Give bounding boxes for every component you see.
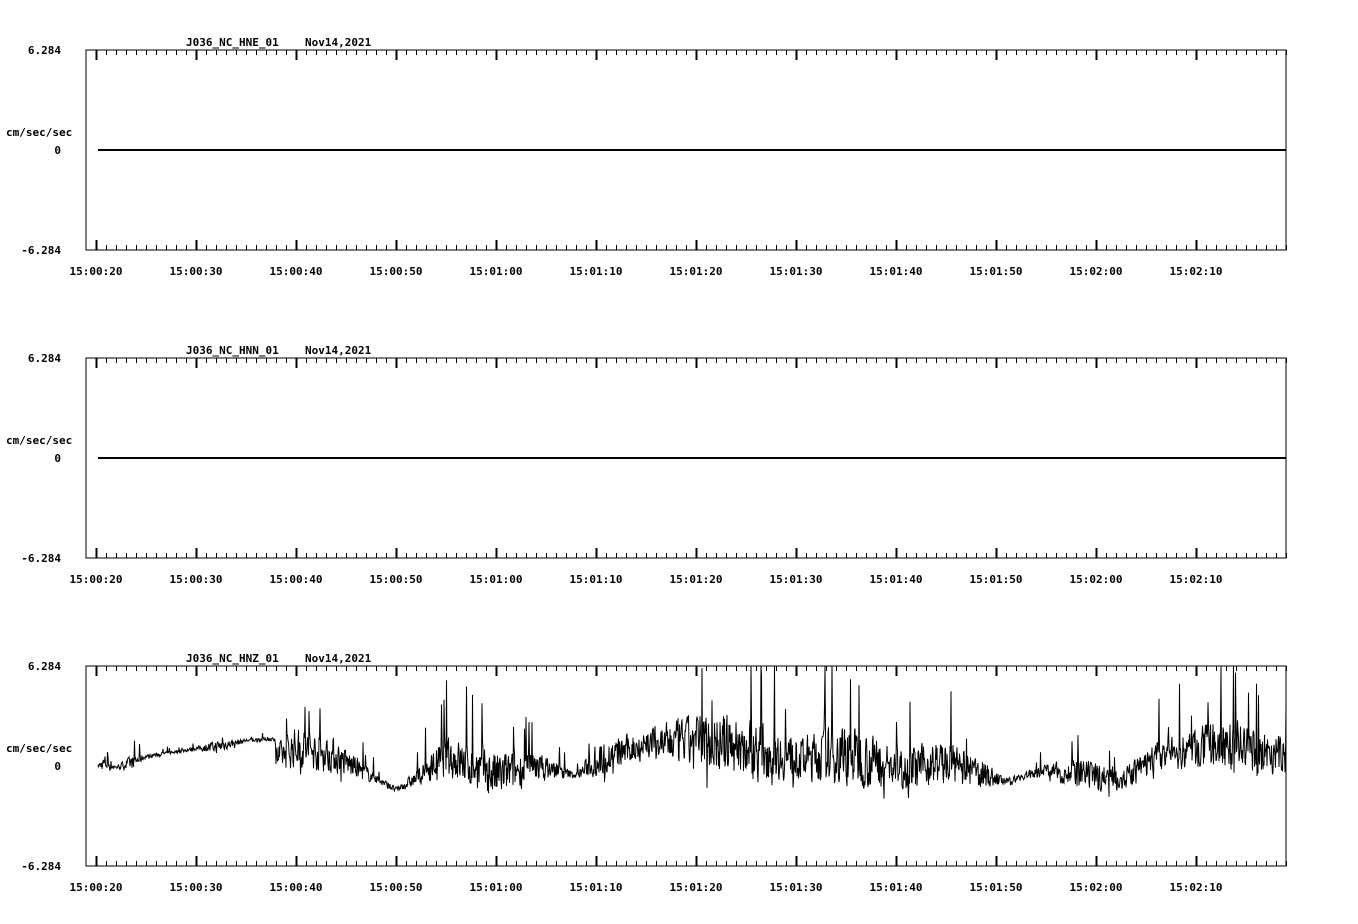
x-tick-label: 15:00:50: [369, 881, 423, 894]
y-tick-label: 0: [54, 452, 61, 465]
x-tick-label: 15:00:40: [269, 573, 323, 586]
chart-date: Nov14,2021: [305, 344, 372, 357]
chart-title: J036_NC_HNZ_01: [186, 652, 279, 665]
x-tick-label: 15:00:30: [169, 881, 223, 894]
y-tick-label: 6.284: [27, 352, 61, 365]
y-tick-label: -6.284: [21, 860, 61, 873]
y-axis-label: cm/sec/sec: [6, 434, 73, 447]
y-axis-label: cm/sec/sec: [6, 126, 73, 139]
x-tick-label: 15:00:20: [69, 881, 123, 894]
x-tick-label: 15:01:10: [569, 265, 623, 278]
x-tick-label: 15:01:50: [969, 573, 1023, 586]
x-tick-label: 15:01:20: [669, 881, 723, 894]
x-tick-label: 15:01:30: [769, 265, 823, 278]
x-tick-label: 15:01:30: [769, 881, 823, 894]
x-tick-label: 15:00:40: [269, 265, 323, 278]
y-tick-label: 0: [54, 144, 61, 157]
x-tick-label: 15:00:20: [69, 265, 123, 278]
x-tick-label: 15:01:20: [669, 265, 723, 278]
x-tick-label: 15:01:40: [869, 265, 923, 278]
y-tick-label: 0: [54, 760, 61, 773]
x-tick-label: 15:02:10: [1169, 881, 1223, 894]
x-tick-label: 15:01:40: [869, 881, 923, 894]
x-tick-label: 15:01:50: [969, 881, 1023, 894]
chart-panel-2: [6, 344, 1287, 586]
x-tick-label: 15:02:00: [1069, 573, 1123, 586]
x-tick-label: 15:01:10: [569, 573, 623, 586]
x-tick-label: 15:02:00: [1069, 881, 1123, 894]
x-tick-label: 15:00:20: [69, 573, 123, 586]
x-tick-label: 15:01:30: [769, 573, 823, 586]
x-tick-label: 15:01:20: [669, 573, 723, 586]
chart-panel-3: [6, 652, 1287, 894]
x-tick-label: 15:01:10: [569, 881, 623, 894]
y-axis-label: cm/sec/sec: [6, 742, 73, 755]
x-tick-label: 15:00:50: [369, 573, 423, 586]
x-tick-label: 15:00:30: [169, 265, 223, 278]
y-tick-label: -6.284: [21, 552, 61, 565]
x-tick-label: 15:02:00: [1069, 265, 1123, 278]
x-tick-label: 15:01:00: [469, 881, 523, 894]
x-tick-label: 15:00:30: [169, 573, 223, 586]
chart-panel-1: [6, 36, 1287, 278]
y-tick-label: -6.284: [21, 244, 61, 257]
chart-date: Nov14,2021: [305, 652, 372, 665]
x-tick-label: 15:00:50: [369, 265, 423, 278]
chart-title: J036_NC_HNE_01: [186, 36, 279, 49]
x-tick-label: 15:01:00: [469, 265, 523, 278]
x-tick-label: 15:02:10: [1169, 265, 1223, 278]
x-tick-label: 15:01:00: [469, 573, 523, 586]
series-waveform: [98, 666, 1286, 799]
y-tick-label: 6.284: [27, 44, 61, 57]
x-tick-label: 15:02:10: [1169, 573, 1223, 586]
x-tick-label: 15:01:50: [969, 265, 1023, 278]
chart-date: Nov14,2021: [305, 36, 372, 49]
chart-title: J036_NC_HNN_01: [186, 344, 279, 357]
plot-frame: [86, 666, 1286, 866]
y-tick-label: 6.284: [27, 660, 61, 673]
x-tick-label: 15:01:40: [869, 573, 923, 586]
x-tick-label: 15:00:40: [269, 881, 323, 894]
